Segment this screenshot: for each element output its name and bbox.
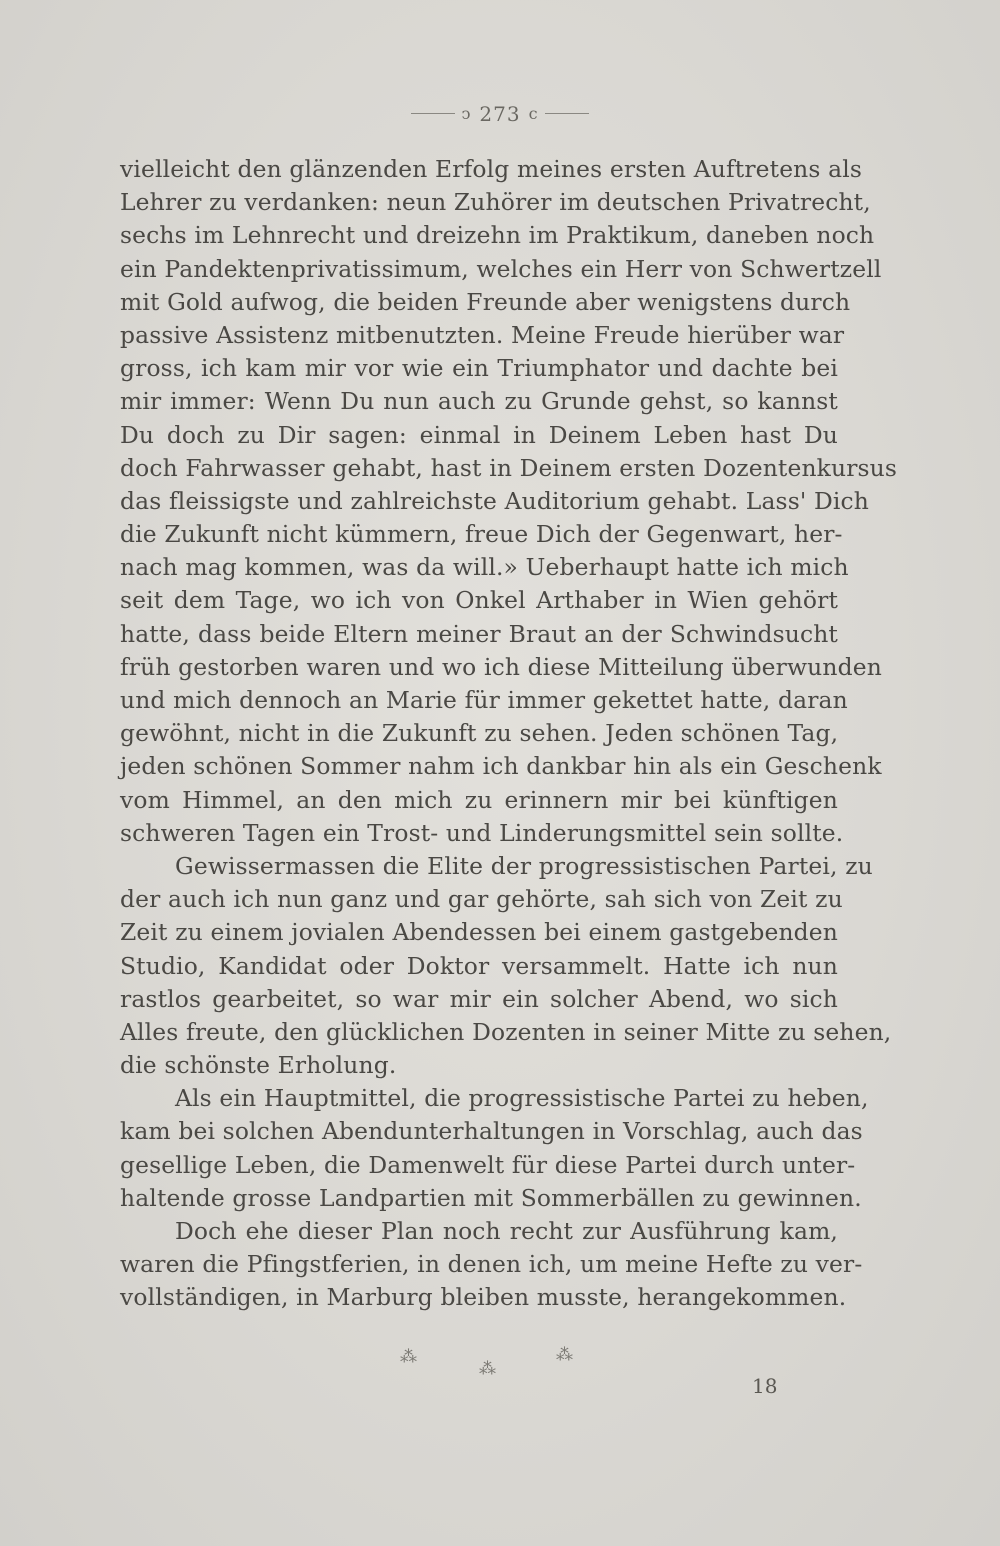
text-line: vollständigen, in Marburg bleiben musste, herangekommen.: [120, 1283, 847, 1312]
text-line: schweren Tagen ein Trost- und Linderungsmittel sein sollte.: [120, 818, 844, 847]
text-line: seit dem Tage, wo ich von Onkel Arthaber in Wien gehört: [120, 586, 838, 615]
text-line: mit Gold aufwog, die beiden Freunde aber wenigstens durch: [120, 287, 851, 316]
text-line: doch Fahrwasser gehabt, hast in Deinem ersten Dozentenkursus: [120, 453, 898, 482]
text-line: die Zukunft nicht kümmern, freue Dich der Gegenwart, her-: [120, 520, 843, 549]
text-line: haltende grosse Landpartien mit Sommerbällen zu gewinnen.: [120, 1183, 862, 1212]
text-line: kam bei solchen Abendunterhaltungen in Vorschlag, auch das: [120, 1117, 863, 1146]
text-line: Zeit zu einem jovialen Abendessen bei einem gastgebenden: [120, 918, 838, 947]
header-ornament-right: c: [528, 104, 539, 123]
paragraph: [120, 153, 898, 850]
text-line: passive Assistenz mitbenutzten. Meine Freude hierüber war: [120, 320, 845, 349]
header-ornament-left: ↄ: [461, 104, 472, 123]
text-line: gross, ich kam mir vor wie ein Triumphator und dachte bei: [120, 354, 838, 383]
paragraph: [120, 1082, 869, 1215]
text-line: waren die Pfingstferien, in denen ich, um meine Hefte zu ver-: [120, 1250, 863, 1279]
text-line: Gewissermassen die Elite der progressistischen Partei, zu: [175, 851, 873, 880]
text-line: und mich dennoch an Marie für immer gekettet hatte, daran: [120, 686, 848, 714]
text-line: Studio, Kandidat oder Doktor versammelt. Hatte ich nun: [120, 951, 838, 980]
text-line: vom Himmel, an den mich zu erinnern mir bei künftigen: [120, 785, 838, 814]
page-number: 273: [479, 101, 521, 126]
text-line: der auch ich nun ganz und gar gehörte, sah sich von Zeit zu: [120, 885, 843, 914]
paragraph: [120, 850, 892, 1082]
text-line: das fleissigste und zahlreichste Auditorium gehabt. Lass' Dich: [120, 486, 870, 515]
text-line: früh gestorben waren und wo ich diese Mitteilung überwunden: [120, 652, 882, 681]
text-line: Du doch zu Dir sagen: einmal in Deinem Leben hast Du: [120, 420, 838, 449]
running-header: [0, 100, 1000, 126]
text-line: sechs im Lehnrecht und dreizehn im Praktikum, daneben noch: [120, 221, 875, 250]
text-line: vielleicht den glänzenden Erfolg meines ersten Auftretens als: [120, 155, 863, 183]
text-line: ein Pandektenprivatissimum, welches ein Herr von Schwertzell: [120, 254, 882, 283]
paragraph: [120, 1215, 863, 1315]
text-line: mir immer: Wenn Du nun auch zu Grunde gehst, so kannst: [120, 387, 838, 416]
text-line: nach mag kommen, was da will.» Ueberhaupt hatte ich mich: [120, 553, 849, 582]
text-line: die schönste Erholung.: [120, 1051, 397, 1080]
text-line: hatte, dass beide Eltern meiner Braut an der Schwindsucht: [120, 619, 838, 648]
text-line: rastlos gearbeitet, so war mir ein solcher Abend, wo sich: [120, 984, 838, 1013]
asterism: ⁂: [556, 1345, 573, 1365]
section-break: [0, 1345, 1000, 1385]
text-line: jeden schönen Sommer nahm ich dankbar hin als ein Geschenk: [120, 752, 882, 781]
text-line: gesellige Leben, die Damenwelt für diese Partei durch unter-: [120, 1150, 856, 1179]
printer-signature-mark: 18: [752, 1374, 778, 1398]
text-line: gewöhnt, nicht in die Zukunft zu sehen. Jeden schönen Tag,: [120, 719, 839, 748]
asterism: ⁂: [479, 1359, 496, 1379]
text-line: Lehrer zu verdanken: neun Zuhörer im deutschen Privatrecht,: [120, 188, 871, 217]
text-line: Alles freute, den glücklichen Dozenten in seiner Mitte zu sehen,: [120, 1017, 892, 1046]
header-rule-left: [411, 113, 455, 114]
body-text: [120, 153, 898, 1315]
asterism: ⁂: [400, 1347, 417, 1367]
header-rule-right: [545, 113, 589, 114]
text-line: Doch ehe dieser Plan noch recht zur Ausführung kam,: [175, 1217, 838, 1245]
text-line: Als ein Hauptmittel, die progressistische Partei zu heben,: [175, 1084, 869, 1113]
